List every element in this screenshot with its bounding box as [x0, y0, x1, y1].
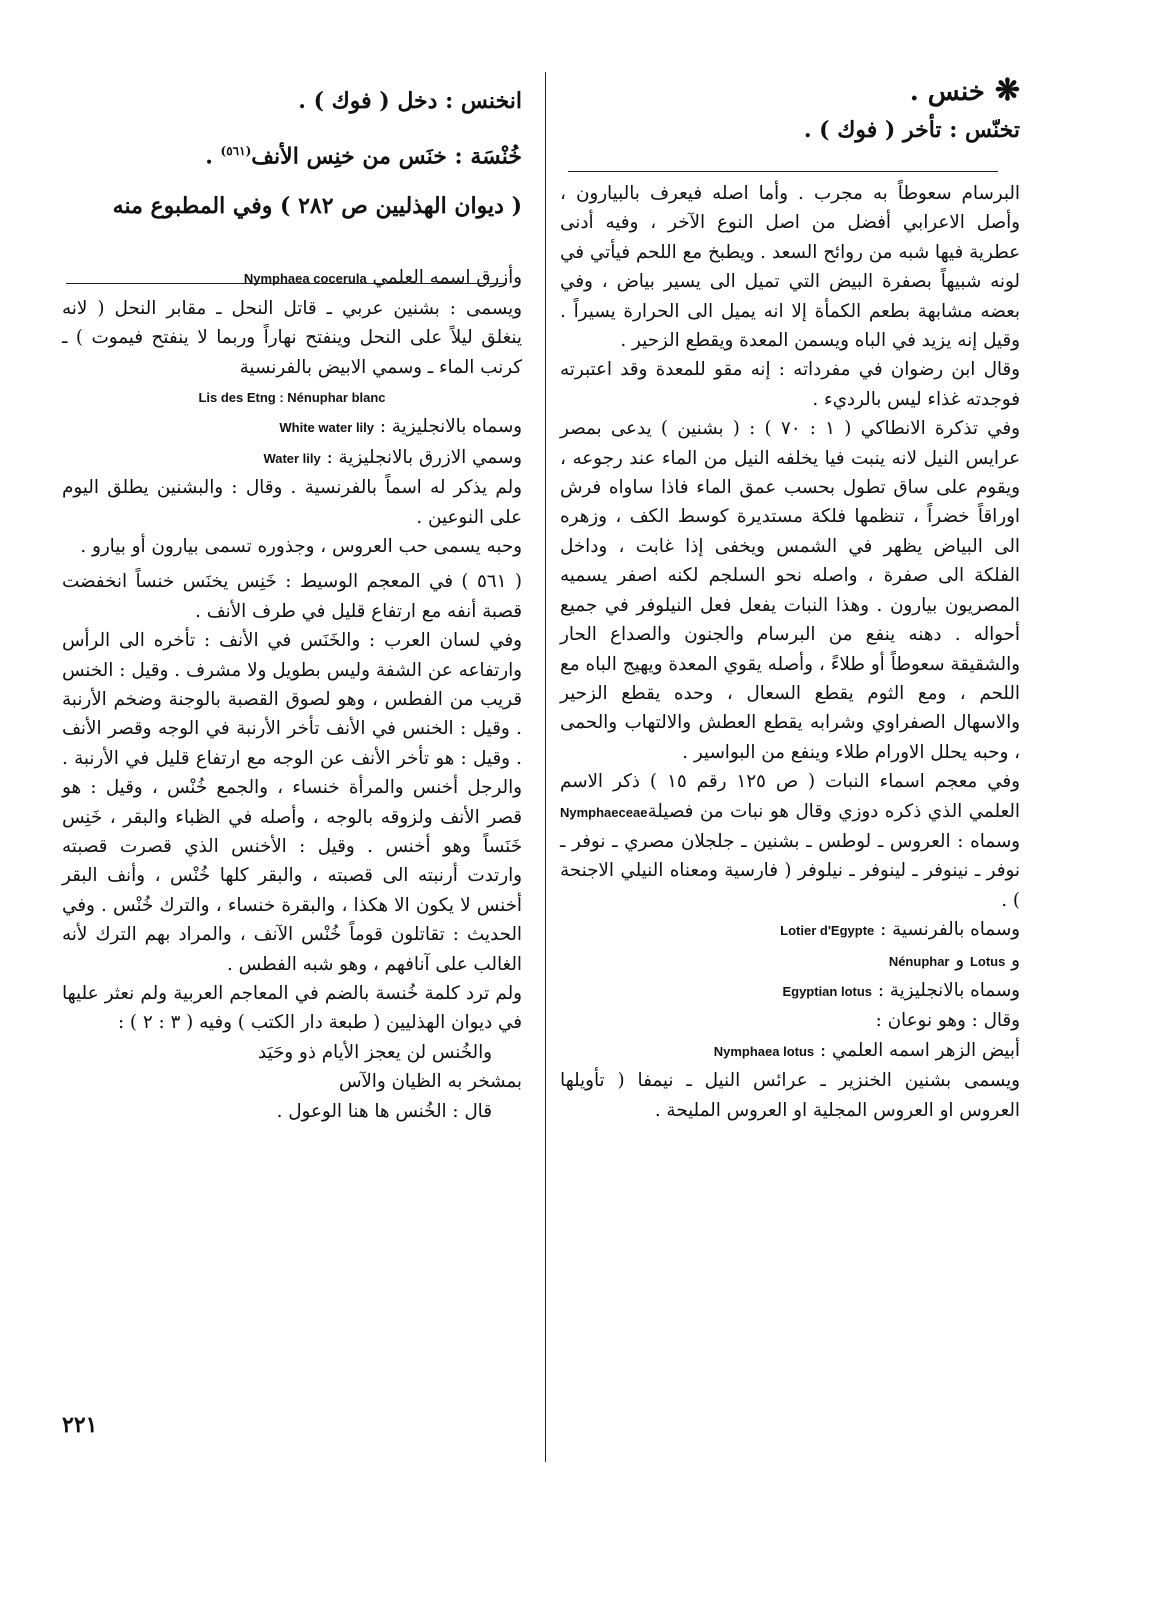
- paragraph: ولم يذكر له اسماً بالفرنسية . وقال : والبشنين يطلق اليوم على النوعين .: [62, 477, 522, 528]
- footnote-rule: [66, 283, 506, 284]
- english-blue-line: وسمي الازرق بالانجليزية : Water lily: [263, 446, 522, 468]
- english-white-line: وسماه بالانجليزية : White water lily: [279, 416, 522, 438]
- paragraph: ويسمى : بشنين عربي ـ قاتل النحل ـ مقابر النحل ( لانه ينغلق ليلاً على النحل وينفتح نهاراً وربما لا ينفتح فيموت ) ـ كرنب الماء ـ وسمي الابيض بالفرنسية: [62, 297, 522, 378]
- left-heading-2: خُنْسَة : خنَس من خنِس الأنف$^{(٥٦١)}$ .: [205, 143, 522, 170]
- left-heading-1: انخنس : دخل ( فوك ) .: [298, 88, 522, 114]
- page-number: ٢٢١: [62, 1412, 98, 1438]
- footnote-number: ( ٥٦١ ): [461, 571, 522, 593]
- paragraph: وفي لسان العرب : والخَنَس في الأنف : تأخره الى الرأس وارتفاعه عن الشفة وليس بطويل ولا مشرف . وقيل : الخنس قريب من الفطس ، وهو لصوق القصبة بالوجنة وضخم الأرنبة . وقيل : الخنس في الأنف تأخر الأرنبة في الوجه وقصر الأنف . وقيل : هو تأخر الأنف عن الوجه مع ارتفاع قليل في الأرنبة . والرجل أخنس والمرأة خنساء ، والجمع خُنْس ، وقيل : هو قصر الأنف ولزوقه بالوجه ، وأصله في الظباء والبقر ، خَنِس خَنَساً وهو أخنس . وقيل : الأخنس الذي قصرت قصبته وارتدت أرنبته الى قصبته ، والبقر كلها خُنْس ، وأنف البقر أخنس لا يكون الا هكذا ، والبقرة خنساء ، والترك خُنْس . وفي الحديث : تقاتلون قوماً خُنْس الآنف ، والمراد بهم الترك لأنه الغالب على آنافهم ، وهو شبه الفطس .: [62, 630, 522, 975]
- paragraph: وقال ابن رضوان في مفرداته : إنه مقو للمعدة وقد اعتبرته فوجدته غذاء ليس بالرديء .: [560, 359, 1020, 410]
- paragraph: وحبه يسمى حب العروس ، وجذوره تسمى بيارون أو بيارو .: [80, 535, 522, 557]
- french-white-line: Lis des Etng : Nénuphar blanc: [198, 389, 386, 405]
- paragraph: البرسام سعوطاً به مجرب . وأما اصله فيعرف بالبيارون ، وأصل الاعرابي أفضل من اصل النوع الآخر ، وفيه أدنى عطرية فيها شبه من روائح السعد . ويطبخ مع اللحم فيأتي في لونه شبيهاً بصفرة البيض التي تميل الى يسير بياض ، وفي بعضه مشابهة بطعم الكمأة إلا انه يميل الى الحرارة يسيراً . وقيل إنه يزيد في الباه ويسمن المعدة ويقطع الزحير .: [560, 183, 1020, 352]
- column-divider: [545, 72, 546, 1462]
- paragraph: وفي تذكرة الانطاكي ( ١ : ٧٠ ) : ( بشنين ) يدعى بمصر عرايس النيل لانه ينبت فيا يخلفه النيل من الماء عند رجوعه ، ويقوم على ساق تطول بحسب عمق الماء فاذا ساواه فرش اوراقاً خضراً ، تنظمها فلكة مستديرة كوسط الكف ، وزهره الى البياض يظهر في الشمس ويخفى إذا غابت ، وداخل الفلكة الى صفرة ، واصله نحو السلجم لكنه اصفر يسميه المصريون بيارون . وهذا النبات يفعل فعل النيلوفر في جميع أحواله . دهنه ينفع من البرسام والجنون والصداع الحار والشقيقة سعوطاً أو طلاءً ، وأصله يقوي المعدة ويهيج الباه مع اللحم ، ومع الثوم يقطع السعال ، وحده يقطع الزحير والاسهال الصفراوي وشرابه يقطع العطش والالتهاب والحمى ، وحبه يحلل الاورام طلاء وينفع من البواسير .: [560, 418, 1020, 763]
- white-kind-line: أبيض الزهر اسمه العلمي : Nymphaea lotus: [713, 1039, 1020, 1061]
- paragraph: وفي معجم اسماء النبات ( ص ١٢٥ رقم ١٥ ) ذكر الاسم العلمي الذي ذكره دوزي وقال هو نبات من فصيلةNymphaeceae وسماه : العروس ـ لوطس ـ بشنين ـ جلجلان مصري ـ نوفر ـ نوفر ـ نينوفر ـ لينوفر ـ نيلوفر ( فارسية ومعناه النيلي الاجنحة ) .: [560, 771, 1021, 911]
- french-name-line: وسماه بالفرنسية : Lotier d'Egypte: [780, 919, 1020, 941]
- footnote-marker: (٥٦١): [220, 144, 252, 158]
- entry-heading: ❋خنس .: [909, 73, 1020, 108]
- entry-subheading: تخنّس : تأخر ( فوك ) .: [803, 117, 1020, 143]
- french-name-line-2: و Lotus و Nénuphar: [888, 949, 1020, 971]
- paragraph: ولم ترد كلمة خُنسة بالضم في المعاجم العربية ولم نعثر عليها في ديوان الهذليين ( طبعة دار الكتب ) وفيه ( ٣ : ٢ ) :: [62, 983, 522, 1034]
- asterism-icon: ❋: [994, 73, 1020, 108]
- heading-rule: [568, 171, 998, 172]
- english-name-line: وسماه بالانجليزية : Egyptian lotus: [782, 979, 1020, 1001]
- paragraph: قال : الخُنس ها هنا الوعول .: [276, 1100, 492, 1122]
- paragraph: ويسمى بشنين الخنزير ـ عرائس النيل ـ نيمفا ( تأويلها العروس او العروس المجلية او العروس المليحة .: [560, 1070, 1020, 1121]
- left-column: [62, 72, 522, 1126]
- blue-kind-line: وأزرق اسمه العلمي Nymphaea cocerula: [243, 267, 522, 289]
- left-heading-3: ( ديوان الهذليين ص ٢٨٢ ) وفي المطبوع منه: [112, 193, 522, 220]
- verse-line-1: والخُنس لن يعجز الأيام ذو وحَيَد: [257, 1041, 492, 1063]
- paragraph: وقال : وهو نوعان :: [875, 1010, 1020, 1032]
- verse-line-2: بمشخر به الظيان والآس: [339, 1071, 522, 1093]
- right-column: [560, 72, 1020, 1125]
- left-body: [62, 263, 522, 1126]
- family-latin-name: Nymphaeceae: [560, 804, 648, 820]
- right-body: [560, 179, 1020, 1125]
- footnote: ( ٥٦١ ) في المعجم الوسيط : خَنِس يخنَس خنساً انخفضت قصبة أنفه مع ارتفاع قليل في طرف الأنف .: [62, 571, 522, 622]
